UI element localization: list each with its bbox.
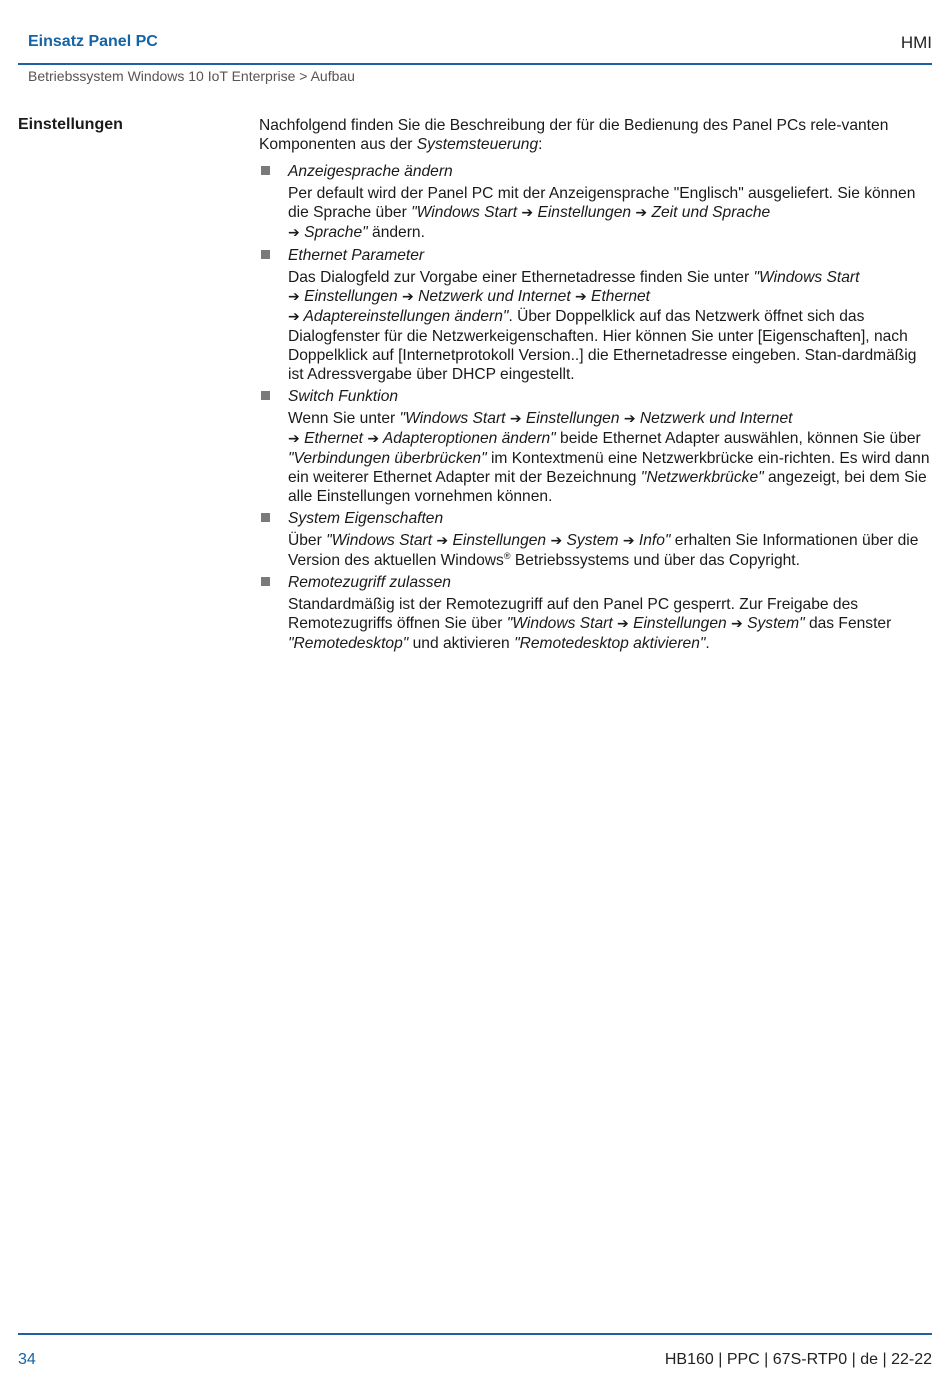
arrow-right-icon: ➔	[402, 289, 414, 305]
arrow-right-icon: ➔	[288, 289, 300, 305]
square-bullet-icon	[261, 513, 270, 522]
item-title: System Eigenschaften	[288, 510, 444, 527]
item-title: Ethernet Parameter	[288, 247, 425, 264]
list-item	[259, 387, 935, 506]
item-description: Standardmäßig ist der Remotezugriff auf den Panel PC gesperrt. Zur Freigabe des Remotezugriffs öffnen Sie über "Windows Start ➔ Einstellungen ➔ System" das Fenster "Remotedesktop" und aktivieren "Remotedesktop aktivieren".	[288, 596, 892, 652]
arrow-right-icon: ➔	[622, 533, 635, 549]
arrow-right-icon: ➔	[623, 411, 636, 427]
breadcrumb: Betriebssystem Windows 10 IoT Enterprise > Aufbau	[28, 68, 355, 84]
arrow-right-icon: ➔	[436, 533, 449, 549]
item-description: Per default wird der Panel PC mit der Anzeigensprache "Englisch" ausgeliefert. Sie können die Sprache über "Windows Start ➔ Einstellungen ➔ Zeit und Sprache ➔ Sprache" ändern.	[288, 185, 916, 241]
item-title: Remotezugriff zulassen	[288, 574, 451, 591]
square-bullet-icon	[261, 166, 270, 175]
systemsteuerung-term: Systemsteuerung	[416, 136, 539, 153]
square-bullet-icon	[261, 391, 270, 400]
square-bullet-icon	[261, 577, 270, 586]
item-description: Das Dialogfeld zur Vorgabe einer Ethernetadresse finden Sie unter "Windows Start ➔ Einstellungen ➔ Netzwerk und Internet ➔ Ethernet ➔ Adaptereinstellungen ändern". Über Doppelklick auf das Netzwerk öffnet sich das Dialogfenster für die Netzwerkeigenschaften. Hier können Sie unter [Eigenschaften], nach Doppelklick auf [Internetprotokoll Version..] die Ethernetadresse eingeben. Stan-dardmäßig ist Adressvergabe über DHCP eingestellt.	[288, 269, 917, 383]
item-description: Wenn Sie unter "Windows Start ➔ Einstellungen ➔ Netzwerk und Internet ➔ Ethernet ➔ Adapteroptionen ändern" beide Ethernet Adapter auswählen, können Sie über "Verbindungen überbrücken" im Kontextmenü eine Netzwerkbrücke ein-richten. Es wird dann ein weiterer Ethernet Adapter mit der Bezeichnung "Netzwerkbrücke" angezeigt, bei dem Sie alle Einstellungen vornehmen können.	[288, 410, 930, 505]
header-divider	[18, 63, 932, 65]
list-item	[259, 509, 935, 570]
arrow-right-icon: ➔	[574, 289, 587, 305]
arrow-right-icon: ➔	[367, 431, 380, 447]
main-content	[259, 116, 935, 656]
footer-divider	[18, 1333, 932, 1335]
item-description: Über "Windows Start ➔ Einstellungen ➔ System ➔ Info" erhalten Sie Informationen über die Version des aktuellen Windows® Betriebssystems und über das Copyright.	[288, 532, 919, 569]
item-title: Switch Funktion	[288, 388, 399, 405]
square-bullet-icon	[261, 250, 270, 259]
list-item	[259, 246, 935, 384]
item-title: Anzeigesprache ändern	[288, 163, 453, 180]
arrow-right-icon: ➔	[731, 616, 743, 632]
page-number: 34	[18, 1351, 36, 1368]
header-title: Einsatz Panel PC	[28, 33, 158, 50]
arrow-right-icon: ➔	[509, 411, 522, 427]
arrow-right-icon: ➔	[288, 309, 300, 325]
header-section: HMI	[900, 33, 932, 52]
list-item	[259, 573, 935, 653]
arrow-right-icon: ➔	[635, 205, 648, 221]
arrow-right-icon: ➔	[550, 533, 563, 549]
arrow-right-icon: ➔	[617, 616, 629, 632]
arrow-right-icon: ➔	[288, 225, 300, 241]
arrow-right-icon: ➔	[521, 205, 534, 221]
registered-mark: ®	[503, 550, 511, 561]
arrow-right-icon: ➔	[288, 431, 300, 447]
section-heading: Einstellungen	[18, 116, 123, 133]
list-item	[259, 162, 935, 243]
document-id: HB160 | PPC | 67S-RTP0 | de | 22-22	[664, 1351, 932, 1368]
intro-paragraph: Nachfolgend finden Sie die Beschreibung der für die Bedienung des Panel PCs rele-vanten Komponenten aus der Systemsteuerung:	[259, 117, 889, 153]
